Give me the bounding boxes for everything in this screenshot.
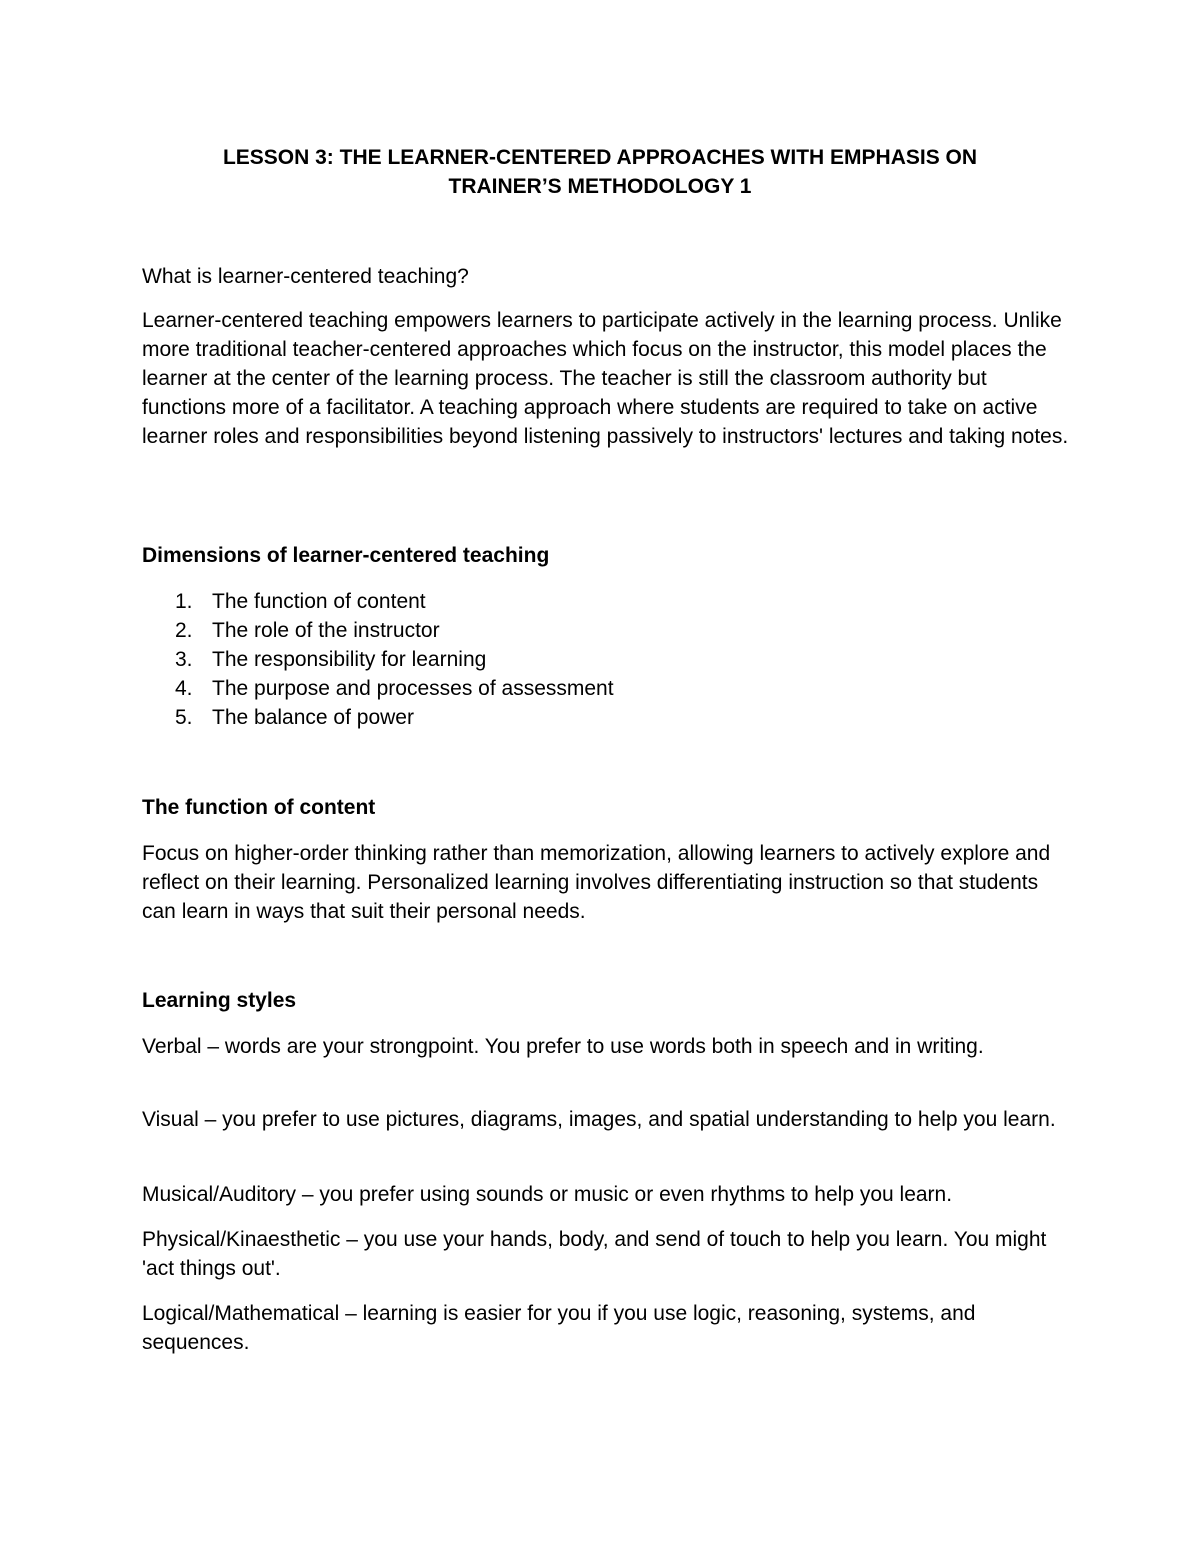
list-item: 2. The role of the instructor [175,619,440,642]
intro-question: What is learner-centered teaching? [142,265,469,288]
learning-style-logical: Logical/Mathematical – learning is easier for you if you use logic, reasoning, systems, and sequences. [142,1302,976,1354]
function-of-content-paragraph: Focus on higher-order thinking rather than memorization, allowing learners to actively explore and reflect on their learning. Personalized learning involves differentiating instruction so that students can learn in ways that suit their personal needs. [142,842,1051,923]
lesson-title-line-2: TRAINER’S METHODOLOGY 1 [448,175,752,198]
list-item: 3. The responsibility for learning [175,648,487,671]
list-item: 5. The balance of power [175,706,414,729]
learning-style-verbal: Verbal – words are your strongpoint. You prefer to use words both in speech and in writing. [142,1035,984,1058]
learning-style-musical: Musical/Auditory – you prefer using sounds or music or even rhythms to help you learn. [142,1183,953,1206]
learning-styles-heading: Learning styles [142,989,297,1012]
intro-paragraph: Learner-centered teaching empowers learners to participate actively in the learning process. Unlike more traditional teacher-centered approaches which focus on the instructor, this model places the learner at the center of the learning process. The teacher is still the classroom authority but functions more of a facilitator. A teaching approach where students are required to take on active learner roles and responsibilities beyond listening passively to instructors' lectures and taking notes. [142,309,1069,448]
function-of-content-heading: The function of content [142,796,376,819]
lesson-title [100,143,1100,201]
list-item: 1. The function of content [175,590,426,613]
dimensions-heading: Dimensions of learner-centered teaching [142,544,550,567]
dimensions-list [142,587,614,732]
lesson-title-line-1: LESSON 3: THE LEARNER-CENTERED APPROACHES WITH EMPHASIS ON [222,146,978,169]
list-item: 4. The purpose and processes of assessment [175,677,614,700]
learning-style-physical: Physical/Kinaesthetic – you use your hands, body, and send of touch to help you learn. You might 'act things out'. [142,1228,1047,1280]
learning-style-visual: Visual – you prefer to use pictures, diagrams, images, and spatial understanding to help you learn. [142,1108,1056,1131]
